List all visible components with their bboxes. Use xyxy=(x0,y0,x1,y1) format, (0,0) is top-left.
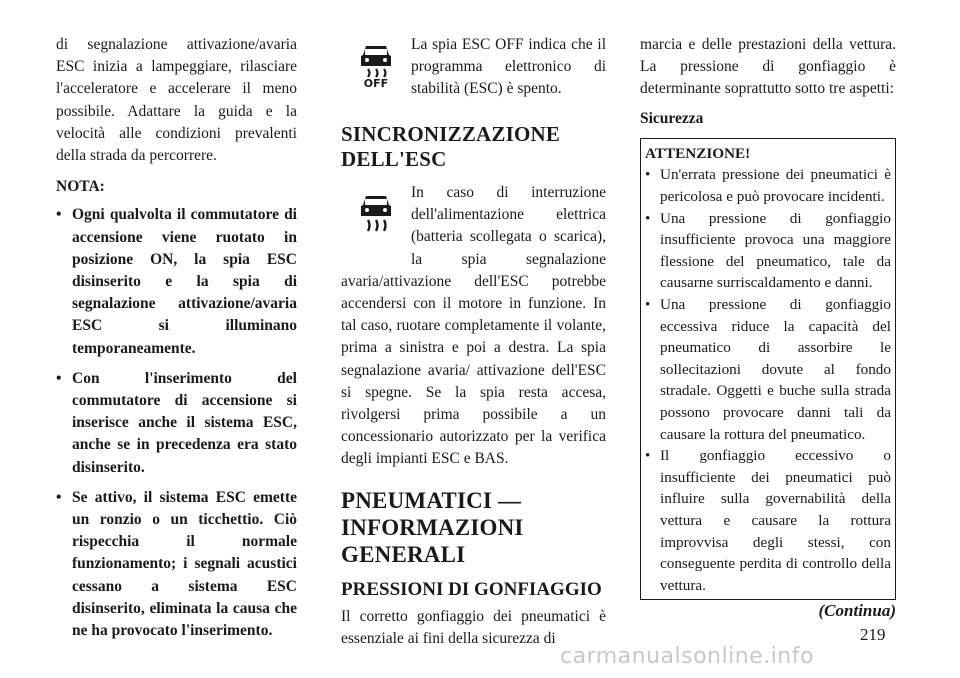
esc-warning-icon xyxy=(341,182,411,252)
intro-paragraph: di segnalazione attivazione/avaria ESC inizia a lampeggiare, rilasciare l'acceleratore e accelerare il meno possibile. Adattare la guida e la velocità alle condizioni prevalenti della strada da percorrere. xyxy=(56,36,297,165)
warning-box xyxy=(640,138,896,600)
pressure-heading: PRESSIONI DI GONFIAGGIO xyxy=(341,578,602,600)
warning-title: ATTENZIONE! xyxy=(645,144,751,162)
left-column xyxy=(56,34,297,650)
tires-heading: PNEUMATICI — INFORMAZIONI GENERALI xyxy=(341,487,524,567)
warning-item: • Una pressione di gonfiaggio insufficiente provoca una maggiore flessione del pneumatico, tale da causarne surriscaldamento e danni. xyxy=(645,208,891,294)
middle-column xyxy=(341,34,606,650)
right-column xyxy=(640,34,896,622)
nota-label: NOTA: xyxy=(56,178,105,196)
warning-item: • Una pressione di gonfiaggio eccessiva riduce la capacità del pneumatico di assorbire le sollecitazioni dovute al fondo stradale. Oggetti e buche sulla strada possono provocare danni tali da causare la rottura del pneumatico. xyxy=(645,294,891,445)
continued-marker: (Continua) xyxy=(818,601,896,621)
esc-off-text: La spia ESC OFF indica che il programma elettronico di stabilità (ESC) è spento. xyxy=(411,36,606,98)
continued-paragraph: marcia e delle prestazioni della vettura. La pressione di gonfiaggio è determinante soprattutto sotto tre aspetti: xyxy=(640,36,896,98)
notes-list xyxy=(56,204,297,642)
sync-text: In caso di interruzione dell'alimentazione elettrica (batteria scollegata o scarica), la spia segnalazione avaria/attivazione dell'ESC potrebbe accendersi con il motore in funzione. In tal caso, ruotare completamente il volante, prima a sinistra e poi a destra. La spia segnalazione avaria/ attivazione dell'ESC si spegne. Se la spia resta accesa, rivolgersi prima possibile a un concessionario autorizzato per la verifica degli impianti ESC e BAS. xyxy=(341,184,606,468)
sync-heading: SINCRONIZZAZIONE DELL'ESC xyxy=(341,122,561,171)
watermark: carmanualsonline.info xyxy=(560,644,814,669)
note-item: • Ogni qualvolta il commutatore di accensione viene ruotato in posizione ON, la spia ESC disinserito e la spia di segnalazione attivazione/avaria ESC si illuminano temporaneamente. xyxy=(56,204,297,359)
note-item: • Con l'inserimento del commutatore di accensione si inserisce anche il sistema ESC, anche se in precedenza era stato disinserito. xyxy=(56,368,297,479)
pressure-text: Il corretto gonfiaggio dei pneumatici è essenziale ai fini della sicurezza di xyxy=(341,607,606,647)
warning-item: • Un'errata pressione dei pneumatici è pericolosa e può provocare incidenti. xyxy=(645,164,891,207)
esc-off-icon xyxy=(341,34,411,108)
safety-label: Sicurezza xyxy=(640,109,704,127)
esc-off-icon-label: OFF xyxy=(363,77,389,88)
warning-item: • Il gonfiaggio eccessivo o insufficiente dei pneumatici può influire sulla governabilità della vettura e causare la rottura improvvisa degli stessi, con conseguente perdita di controllo della vettura. xyxy=(645,445,891,596)
page-number: 219 xyxy=(860,625,886,644)
note-item: • Se attivo, il sistema ESC emette un ronzio o un ticchettio. Ciò rispecchia il normale funzionamento; i segnali acustici cessano a sistema ESC disinserito, eliminata la causa che ne ha provocato l'inserimento. xyxy=(56,487,297,642)
warning-list xyxy=(645,164,891,596)
